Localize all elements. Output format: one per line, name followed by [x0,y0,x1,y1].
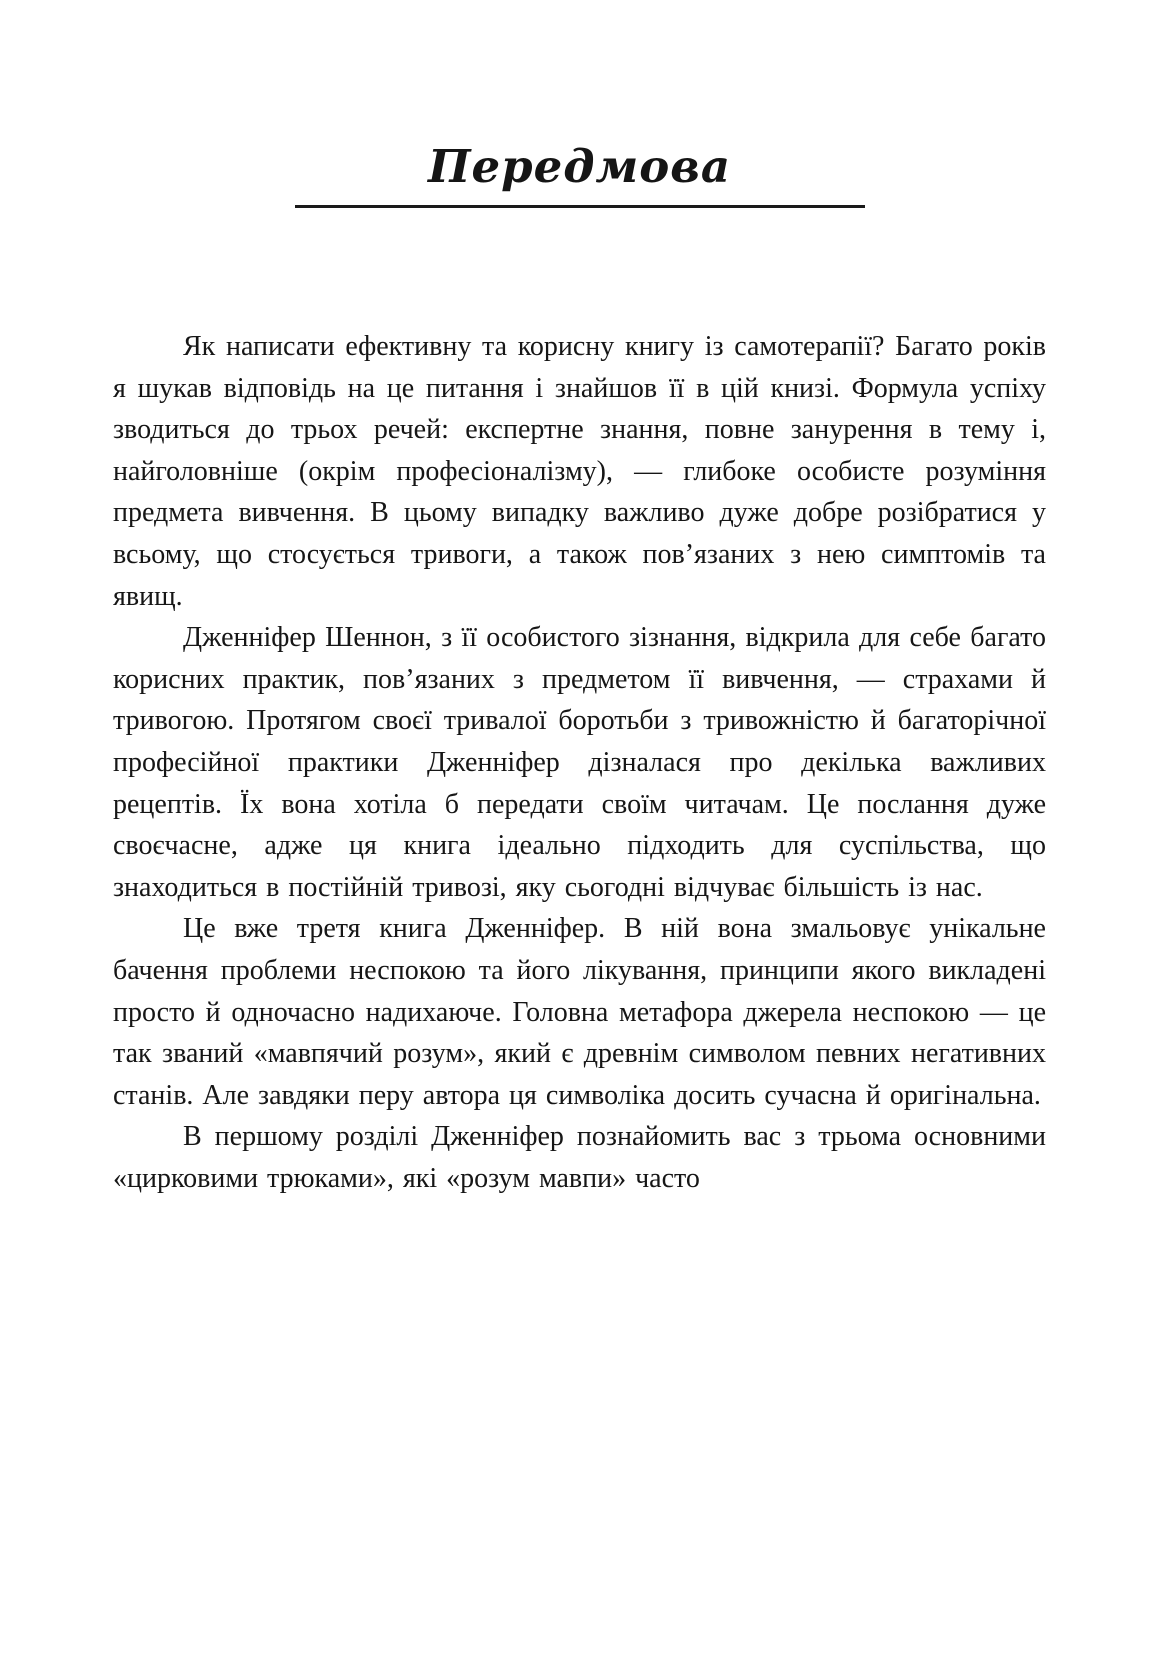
paragraph-2: Дженніфер Шеннон, з її особистого зізнання, відкрила для себе багато корисних практик, пов’язаних з предметом її вивчення, — страхами й тривогою. Протягом своєї тривалої боротьби з тривожністю й багаторічної професійної практики Дженніфер дізналася про декілька важливих рецептів. Їх вона хотіла б передати своїм читачам. Це послання дуже своєчасне, адже ця книга ідеально підходить для суспільства, що знаходиться в постійній тривозі, яку сьогодні відчуває більшість із нас. [113,622,1046,903]
paragraph-4: В першому розділі Дженніфер познайомить вас з трьома основними «цирковими трюками», які «розум мавпи» часто [113,1121,1046,1194]
page-title: Передмова [427,140,732,193]
body-text [113,326,1046,1199]
paragraph-3: Це вже третя книга Дженніфер. В ній вона змальовує унікальне бачення проблеми неспокою та його лікування, принципи якого викладені просто й одночасно надихаюче. Головна метафора джерела неспокою — це так званий «мавпячий розум», який є древнім символом певних негативних станів. Але завдяки перу автора ця символіка досить сучасна й оригінальна. [113,913,1046,1111]
paragraph-1: Як написати ефективну та корисну книгу із самотерапії? Багато років я шукав відповідь на це питання і знайшов її в цій книзі. Формула успіху зводиться до трьох речей: експертне знання, повне занурення в тему і, найголовніше (окрім професіоналізму), — глибоке особисте розуміння предмета вивчення. В цьому випадку важливо дуже добре розібратися у всьому, що стосується тривоги, а також пов’язаних з нею симптомів та явищ. [113,331,1046,612]
title-rule [295,205,865,208]
